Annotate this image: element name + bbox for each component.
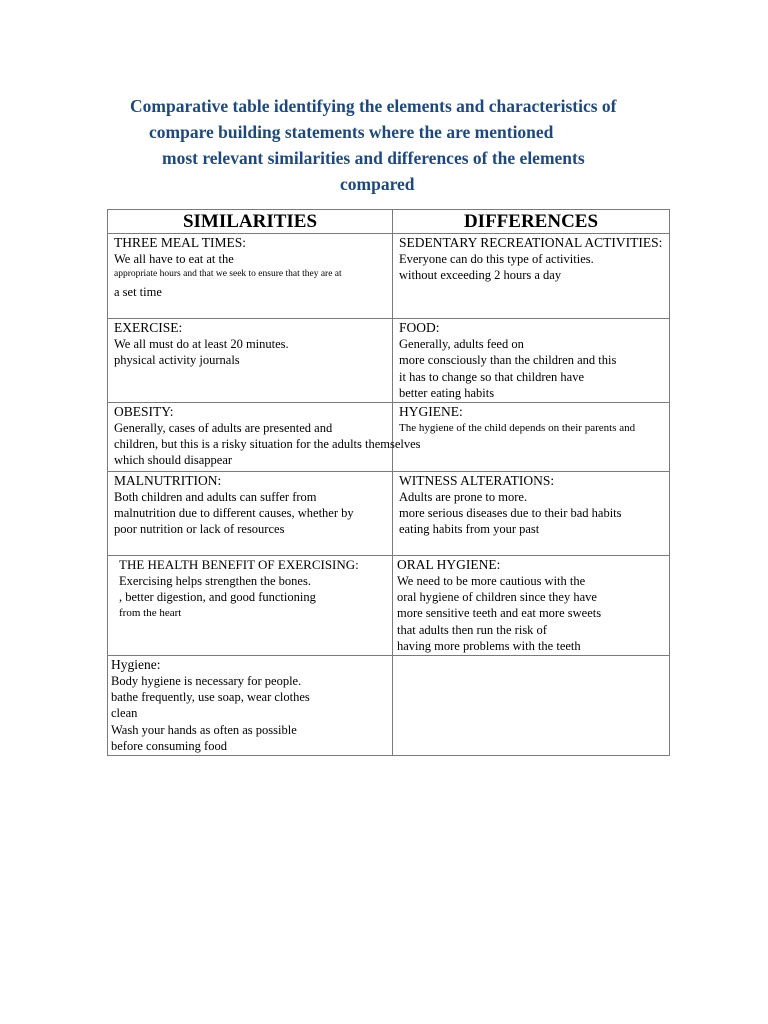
similarity-cell (108, 319, 393, 403)
cell-line: Generally, cases of adults are presented and (114, 420, 333, 435)
cell-line: clean (111, 706, 138, 721)
table-header-row (108, 210, 670, 234)
cell-line: Body hygiene is necessary for people. (111, 673, 302, 688)
cell-line: Both children and adults can suffer from (114, 489, 317, 504)
cell-line: The hygiene of the child depends on their parents and (399, 421, 636, 434)
cell-line: We all have to eat at the (114, 252, 234, 266)
difference-heading: ORAL HYGIENE: (397, 556, 501, 572)
cell-line: which should disappear (114, 453, 233, 468)
similarity-heading: MALNUTRITION: (114, 472, 222, 488)
table-row (108, 655, 670, 755)
similarity-cell (108, 471, 393, 555)
difference-cell (393, 319, 670, 403)
cell-line: without exceeding 2 hours a day (399, 268, 562, 283)
cell-line: more serious diseases due to their bad habits (399, 506, 622, 521)
similarity-cell (108, 655, 393, 755)
cell-line: better eating habits (399, 386, 495, 401)
title-line: Comparative table identifying the elements and characteristics of (130, 96, 617, 116)
cell-line: bathe frequently, use soap, wear clothes (111, 690, 310, 705)
comparison-table (107, 209, 670, 756)
similarity-heading: OBESITY: (114, 403, 174, 419)
column-header-differences: DIFFERENCES (393, 210, 670, 234)
cell-line: We all must do at least 20 minutes. (114, 337, 289, 351)
title-line: compared (340, 174, 415, 194)
cell-line: having more problems with the teeth (397, 639, 581, 654)
cell-line: appropriate hours and that we seek to ensure that they are at (114, 269, 342, 280)
cell-line: Wash your hands as often as possible (111, 722, 297, 737)
cell-line: Generally, adults feed on (399, 337, 524, 351)
cell-line: oral hygiene of children since they have (397, 590, 597, 605)
cell-line: malnutrition due to different causes, whether by (114, 506, 354, 521)
similarity-cell (108, 234, 393, 319)
similarity-heading: EXERCISE: (114, 320, 183, 335)
table-row (108, 319, 670, 403)
cell-line: We need to be more cautious with the (397, 573, 586, 588)
cell-line: eating habits from your past (399, 522, 540, 537)
column-header-similarities: SIMILARITIES (108, 210, 393, 234)
table-row (108, 471, 670, 555)
document-title (0, 93, 768, 197)
similarity-cell (108, 402, 421, 471)
cell-line: Exercising helps strengthen the bones. (119, 573, 311, 588)
cell-line: a set time (114, 285, 162, 300)
difference-heading: WITNESS ALTERATIONS: (399, 472, 555, 488)
similarity-heading: Hygiene: (111, 656, 161, 672)
cell-line: poor nutrition or lack of resources (114, 522, 285, 537)
difference-cell (393, 402, 670, 471)
difference-cell (393, 555, 670, 655)
cell-line: physical activity journals (114, 353, 240, 368)
similarity-heading: THREE MEAL TIMES: (114, 235, 246, 250)
cell-line: more sensitive teeth and eat more sweets (397, 606, 602, 621)
title-line: compare building statements where the are mentioned (149, 122, 554, 142)
difference-cell (393, 234, 670, 319)
difference-cell-empty (393, 655, 670, 755)
similarity-heading: THE HEALTH BENEFIT OF EXERCISING: (119, 556, 359, 572)
cell-line: that adults then run the risk of (397, 622, 547, 637)
cell-line: from the heart (119, 607, 182, 620)
cell-line: children, but this is a risky situation for the adults themselves (114, 437, 421, 452)
difference-heading: FOOD: (399, 320, 440, 335)
table-row (108, 234, 670, 319)
difference-heading: SEDENTARY RECREATIONAL ACTIVITIES: (399, 235, 663, 250)
cell-line: Everyone can do this type of activities. (399, 252, 594, 266)
table-row (108, 555, 670, 655)
difference-cell (393, 471, 670, 555)
cell-line: more consciously than the children and this (399, 353, 617, 368)
similarity-cell (108, 555, 393, 655)
cell-line: it has to change so that children have (399, 369, 585, 384)
title-line: most relevant similarities and differences of the elements (162, 148, 585, 168)
cell-line: Adults are prone to more. (399, 489, 528, 504)
cell-line: , better digestion, and good functioning (119, 590, 316, 605)
difference-heading: HYGIENE: (399, 403, 463, 419)
table-row (108, 402, 670, 471)
cell-line: before consuming food (111, 739, 227, 754)
